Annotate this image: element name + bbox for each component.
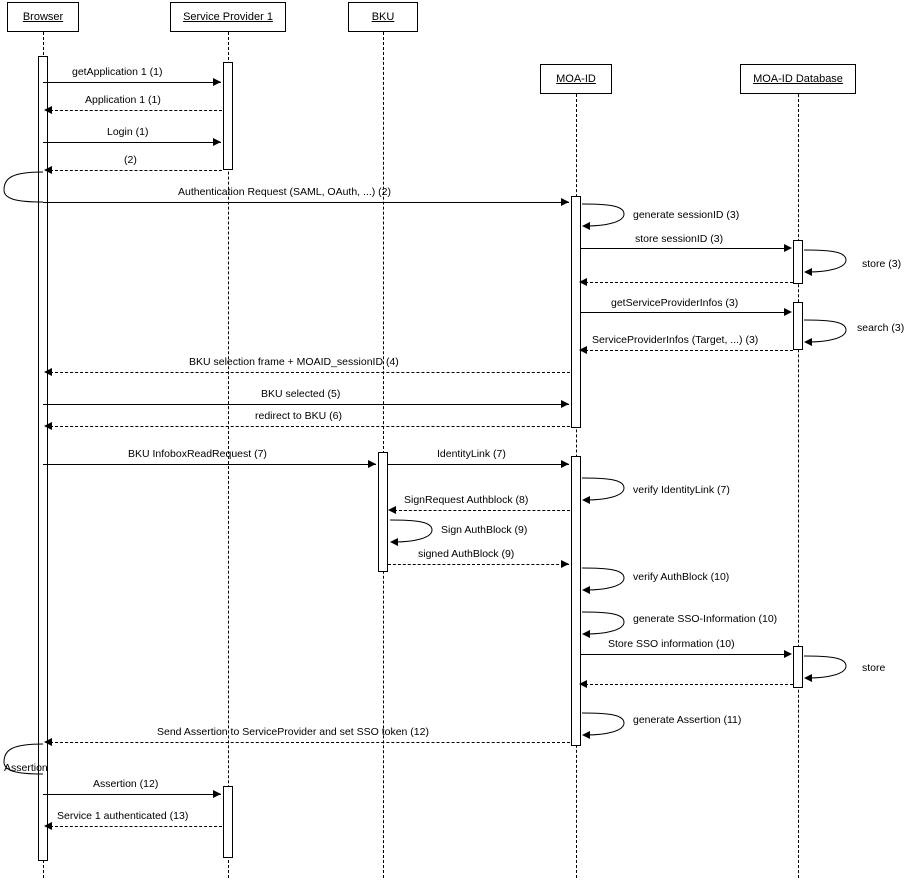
message-arrow-signed-authblock [561, 560, 569, 568]
message-label-login: Login (1) [107, 126, 149, 138]
message-self-loop-browser-auth [2, 168, 48, 208]
lifeline-label-bku: BKU [371, 11, 395, 23]
message-label-store-3: store (3) [862, 258, 902, 270]
message-arrow-signrequest-authblock [388, 506, 396, 514]
message-label-serviceproviderinfos: ServiceProviderInfos (Target, ...) (3) [592, 334, 759, 346]
message-label-signrequest-authblock: SignRequest Authblock (8) [404, 494, 529, 506]
message-line-bku-selected [43, 404, 569, 405]
message-label-bku-infoboxreadrequest: BKU InfoboxReadRequest (7) [128, 448, 267, 460]
message-line-application [50, 110, 222, 111]
message-label-getserviceproviderinfos: getServiceProviderInfos (3) [611, 297, 739, 309]
activation-bku [378, 452, 388, 572]
message-arrow-authentication-request [561, 198, 569, 206]
lifeline-header-moa-id-database [740, 64, 856, 94]
message-arrow-redirect-to-bku [44, 422, 52, 430]
activation-sp1-first [223, 62, 233, 170]
message-line-store-sessionid-return [585, 282, 793, 283]
message-self-loop-generate-sso-information [580, 608, 628, 640]
message-arrow-application [44, 106, 52, 114]
message-arrow-bku-selection-frame [44, 368, 52, 376]
activation-sp1-second [223, 786, 233, 858]
message-label-authentication-request: Authentication Request (SAML, OAuth, ...) (2) [178, 186, 392, 198]
message-arrow-bku-infoboxreadrequest [368, 460, 376, 468]
message-self-loop-store [802, 246, 850, 278]
message-self-loop-sign-authblock [388, 516, 436, 548]
message-line-identitylink [388, 464, 569, 465]
message-arrow-service-authenticated [44, 822, 52, 830]
message-label-generate-assertion: generate Assertion (11) [633, 714, 742, 726]
message-self-loop-generate-assertion [580, 709, 628, 741]
message-label-bku-selected: BKU selected (5) [261, 388, 341, 400]
lifeline-header-bku [348, 2, 418, 32]
message-self-loop-store-sso [802, 652, 850, 684]
message-label-generate-sso-information: generate SSO-Information (10) [633, 613, 778, 625]
message-arrow-store-sessionid [784, 244, 792, 252]
message-label-sign-authblock: Sign AuthBlock (9) [441, 524, 528, 536]
message-label-generate-sessionid: generate sessionID (3) [633, 209, 740, 221]
message-label-identitylink: IdentityLink (7) [437, 448, 506, 460]
message-self-loop-verify-authblock [580, 564, 628, 596]
message-arrow-store-sso-information [784, 650, 792, 658]
message-arrow-login [213, 138, 221, 146]
message-label-store-sso-information: Store SSO information (10) [608, 638, 735, 650]
message-line-send-assertion [50, 742, 570, 743]
message-line-authentication-request [43, 202, 569, 203]
message-line-redirect-to-bku [50, 426, 570, 427]
message-arrow-serviceproviderinfos [579, 346, 587, 354]
message-line-signed-authblock [388, 564, 569, 565]
lifeline-header-browser [7, 2, 79, 32]
message-label-store-sso: store [862, 662, 886, 674]
lifeline-header-service-provider-1 [170, 2, 286, 32]
message-label-login-response: (2) [124, 154, 137, 166]
message-line-signrequest-authblock [394, 510, 570, 511]
lifeline-label-moa-id: MOA-ID [556, 73, 596, 85]
message-line-getapplication [43, 82, 221, 83]
message-line-serviceproviderinfos [585, 350, 793, 351]
lifeline-label-moa-id-database: MOA-ID Database [753, 73, 843, 85]
message-self-loop-assertion [2, 740, 48, 780]
message-line-login [43, 142, 221, 143]
message-line-store-sso-information [581, 654, 786, 655]
message-arrow-bku-selected [561, 400, 569, 408]
message-label-assertion-self: Assertion [4, 762, 48, 774]
message-line-service-authenticated [50, 826, 222, 827]
message-arrow-store-sessionid-return [579, 278, 587, 286]
message-label-assertion: Assertion (12) [93, 778, 159, 790]
message-line-getserviceproviderinfos [581, 312, 786, 313]
message-label-application: Application 1 (1) [85, 94, 161, 106]
message-arrow-getserviceproviderinfos [784, 308, 792, 316]
lifeline-header-moa-id [540, 64, 612, 94]
message-line-store-sessionid [581, 248, 786, 249]
message-label-store-sessionid: store sessionID (3) [635, 233, 724, 245]
message-line-store-sso-return [585, 684, 793, 685]
message-label-verify-identitylink: verify IdentityLink (7) [633, 484, 730, 496]
message-line-bku-selection-frame [50, 372, 570, 373]
message-label-getapplication: getApplication 1 (1) [72, 66, 163, 78]
message-line-bku-infoboxreadrequest [43, 464, 376, 465]
message-label-signed-authblock: signed AuthBlock (9) [418, 548, 515, 560]
lifeline-label-service-provider-1: Service Provider 1 [183, 11, 273, 23]
message-label-redirect-to-bku: redirect to BKU (6) [255, 410, 342, 422]
message-arrow-identitylink [561, 460, 569, 468]
message-line-assertion [43, 794, 221, 795]
message-arrow-assertion [213, 790, 221, 798]
message-arrow-getapplication [213, 78, 221, 86]
message-label-send-assertion: Send Assertion to ServiceProvider and set SSO token (12) [157, 726, 429, 738]
message-line-login-response [50, 170, 222, 171]
message-self-loop-verify-identitylink [580, 474, 628, 506]
message-label-bku-selection-frame: BKU selection frame + MOAID_sessionID (4) [189, 356, 399, 368]
message-self-loop-search [802, 316, 850, 348]
lifeline-label-browser: Browser [22, 11, 64, 23]
lifeline-line-moa-id-database [798, 94, 799, 878]
message-label-verify-authblock: verify AuthBlock (10) [633, 571, 730, 583]
message-self-loop-generate-sessionid [580, 200, 628, 232]
message-label-service-authenticated: Service 1 authenticated (13) [57, 810, 189, 822]
message-arrow-store-sso-return [579, 680, 587, 688]
message-label-search: search (3) [857, 322, 905, 334]
